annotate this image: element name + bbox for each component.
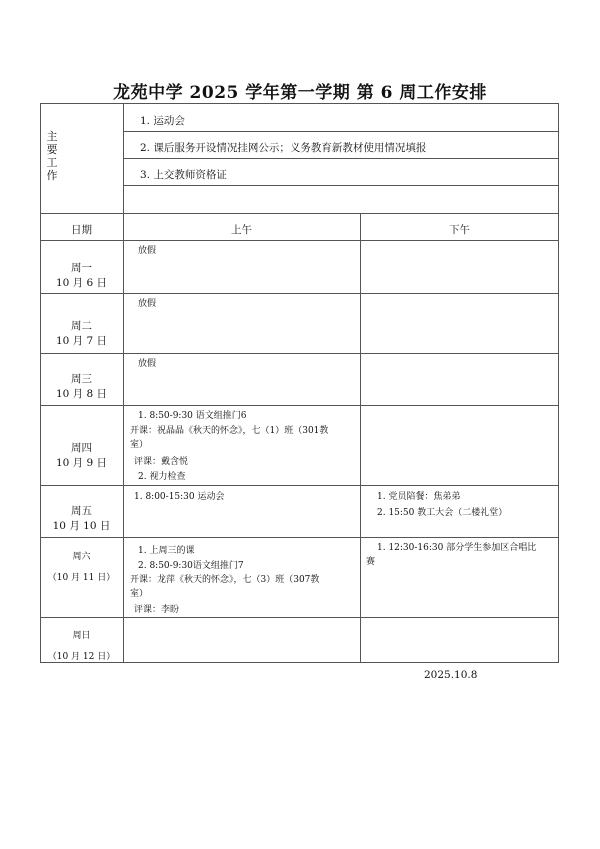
pm-entry: 1. 12:30-16:30 部分学生参加区合唱比 [377,543,537,553]
day-name: 周五 [71,505,92,517]
main-work-item: 2. 课后服务开设情况挂网公示；义务教育新教材使用情况填报 [140,142,427,154]
work-row-rule [123,185,559,186]
date-column-rule [123,103,124,663]
footer-date: 2025.10.8 [424,669,478,681]
day-date: 10 月 6 日 [55,277,108,289]
main-work-label-char: 主 [46,130,58,143]
main-work-label-char: 工 [46,156,58,169]
pm-entry: 1. 党员陪餐：焦弟弟 [377,492,461,502]
am-entry: 放假 [138,246,157,256]
day-date: （10 月 11 日） [47,573,116,583]
main-work-label-char: 要 [46,143,58,156]
am-entry: 开课：祝晶晶《秋天的怀念》，七（1）班（301教 [130,426,329,436]
am-entry: 评课：戴含悦 [134,457,189,467]
day-name: 周四 [71,442,92,454]
am-entry: 放假 [138,299,157,309]
day-name: 周一 [71,262,92,274]
header-row-bottom [40,240,559,241]
main-work-item: 1. 运动会 [140,115,185,127]
am-column-header: 上午 [231,224,252,236]
am-entry: 1. 上周三的课 [138,546,195,556]
am-entry: 室） [130,589,149,599]
am-entry: 评课：李盼 [134,605,180,615]
work-row-rule [123,158,559,159]
am-entry: 2. 8:50-9:30语文组推门7 [138,561,244,571]
day-date: 10 月 10 日 [52,520,111,532]
day-row-rule [40,485,559,486]
am-entry: 放假 [138,359,157,369]
day-name: 周六 [72,552,91,562]
day-date: 10 月 7 日 [55,335,108,347]
day-date: 10 月 8 日 [55,388,108,400]
day-date: （10 月 12 日） [47,652,116,662]
date-column-header: 日期 [71,224,92,236]
day-name: 周三 [71,373,92,385]
day-name: 周二 [71,320,92,332]
page-title: 龙苑中学 2025 学年第一学期 第 6 周工作安排 [113,83,487,103]
day-row-rule [40,617,559,618]
am-entry: 1. 8:50-9:30 语文组推门6 [138,411,247,421]
day-date: 10 月 9 日 [55,457,108,469]
day-name: 周日 [72,631,91,641]
pm-column-header: 下午 [449,224,470,236]
day-row-rule [40,537,559,538]
am-entry: 室） [130,440,149,450]
pm-entry: 2. 15:50 教工大会（二楼礼堂） [377,508,508,518]
am-entry: 1. 8:00-15:30 运动会 [134,492,225,502]
main-work-label-char: 作 [46,169,58,182]
am-pm-column-rule [360,213,361,663]
pm-entry: 赛 [366,557,376,567]
table-border-right [558,103,559,663]
day-row-rule [40,293,559,294]
work-row-rule [123,131,559,132]
main-work-label [40,130,64,182]
day-row-rule [40,353,559,354]
main-work-item: 3. 上交教师资格证 [140,169,227,181]
am-entry: 开课：龙萍《秋天的怀念》，七（3）班（307教 [130,575,320,585]
day-row-rule [40,405,559,406]
table-border-top [40,103,559,104]
work-section-bottom [40,213,559,214]
am-entry: 2. 视力检查 [138,472,186,482]
